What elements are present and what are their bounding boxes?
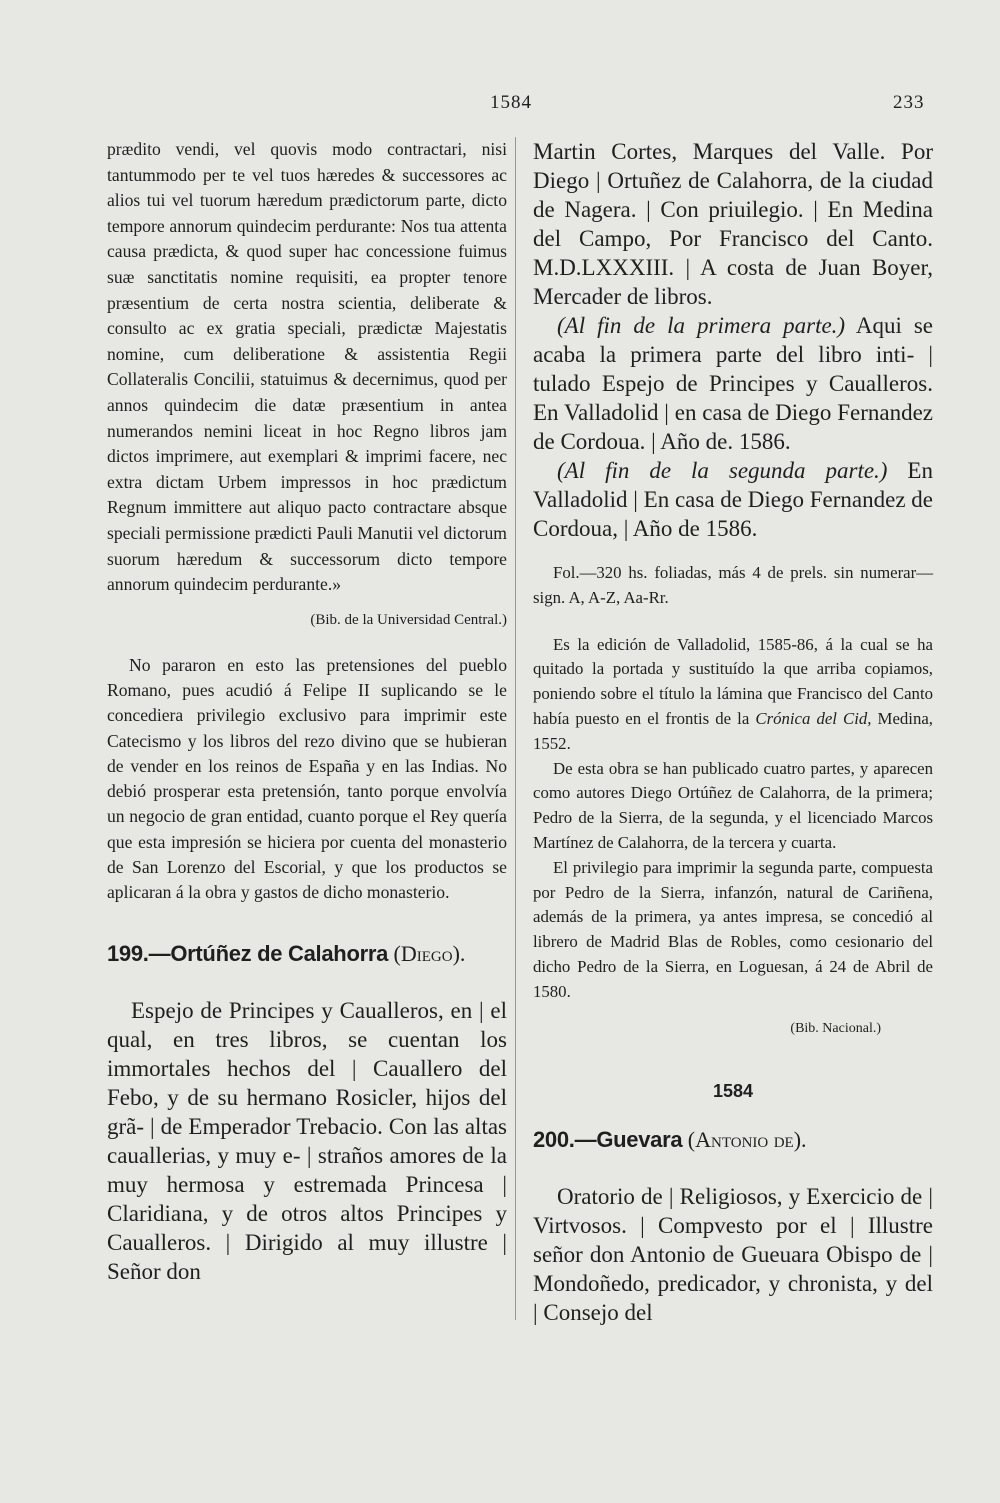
column-divider	[515, 137, 516, 1320]
note-edition	[533, 633, 933, 757]
note-edition-italic: Crónica del Cid,	[755, 708, 872, 728]
page-number: 233	[893, 92, 925, 113]
entry-199-heading	[107, 940, 507, 968]
body-paragraph: No pararon en esto las pretensiones del pueblo Romano, pues acudió á Felipe II suplicando se le concediera privilegio exclusivo para imprimir este Catecismo y los libros del rezo divino que se hubieran de vender en los reinos de España y en las Indias. No debió prosperar esta pretensión, tanto porque envolvía un negocio de gran entidad, cuanto porque el Rey quería que esta impresión se hiciera por cuenta del monasterio de San Lorenzo del Escorial, y que los productos se aplicaran á la obra y gastos de dicho monasterio.	[107, 654, 507, 903]
left-column	[107, 137, 507, 1286]
colophon-first-label: (Al fin de la primera parte.)	[557, 313, 846, 338]
entry-200-heading	[533, 1126, 933, 1154]
colophon-first-part	[533, 311, 933, 456]
entry-199-title-continued: Martin Cortes, Marques del Valle. Por Diego | Ortuñez de Calahorra, de la ciudad de Nagera. | Con priuilegio. | En Medina del Campo, Por Francisco del Canto. M.D.LXXXIII. | A costa de Juan Boyer, Mercader de libros.	[533, 139, 933, 309]
collation: Fol.—320 hs. foliadas, más 4 de prels. sin numerar—sign. A, A-Z, Aa-Rr.	[533, 563, 933, 607]
entry-199-title: Espejo de Principes y Caualleros, en | el qual, en tres libros, se cuentan los immortales hechos del | Cauallero del Febo, y de su hermano Rosicler, hijos del grã- | de Emperador Trebacio. Con las altas cauallerias, y muy e- | straños amores de la muy hermosa y estremada Princesa | Claridiana, y de otros altos Principes y Caualleros. | Dirigido al muy illustre | Señor don	[107, 997, 507, 1284]
running-header-year: 1584	[490, 92, 532, 113]
note-edition-tail: Medina, 1552.	[533, 708, 933, 753]
entry-author: Guevara	[596, 1126, 683, 1152]
entry-number: 200.—	[533, 1126, 597, 1152]
latin-privilege-text: prædito vendi, vel quovis modo contractari, nisi tantummodo per te vel tuos hæredes & successores ac alios tui vel tuorum hæredum prædictorum parte, dicto tempore annorum quindecim perdurante: Nos tua attenta causa prædicta, & quod super hac concessione fuimus suæ sanctitatis nomine requisiti, ea propter tenore præsentium de certa nostra scientia, deliberate & consulto ac ex gratia speciali, prædictæ Majestatis nomine, cum deliberatione & assistentia Regii Collateralis Concilii, statuimus & decernimus, quod per annos quindecim die datæ præsentium in antea numerandos nemini liceat in hoc Regno libros jam dictos imprimere, aut exemplari & imprimi facere, nec extra dictam Urbem impressos in hoc prædictum Regnum immittere aut aliquo pacto contractare absque speciali permissione prædicti Pauli Manutii vel dictorum suorum hæredum & successorum dicto tempore annorum quindecim perdurante.»	[107, 139, 507, 595]
entry-author: Ortúñez de Calahorra	[170, 940, 389, 966]
note-edition-text: Es la edición de Valladolid, 1585-86, á la cual se ha quitado la portada y sustituído la que arriba copiamos, poniendo sobre el título la lámina que Francisco del Canto había puesto en el frontis de la	[533, 634, 933, 728]
citation-universidad-central: (Bib. de la Universidad Central.)	[310, 611, 507, 628]
entry-200-title: Oratorio de | Religiosos, y Exercicio de | Virtvosos. | Compvesto por el | Illustre señor don Antonio de Gueuara Obispo de | Mondoñedo, predicador, y chronista, y del | Consejo del	[533, 1183, 933, 1325]
note-parts: De esta obra se han publicado cuatro partes, y aparecen como autores Diego Ortúñez de Calahorra, de la primera; Pedro de la Sierra, de la segunda, y el licenciado Marcos Martínez de Calahorra, de la tercera y cuarta.	[533, 758, 933, 852]
entry-given-name: (Diego).	[393, 940, 466, 966]
entry-number: 199.—	[107, 940, 171, 966]
colophon-second-label: (Al fin de la segunda parte.)	[557, 458, 888, 483]
citation-biblioteca-nacional: (Bib. Nacional.)	[790, 1020, 881, 1036]
entry-given-name: (Antonio de).	[687, 1126, 807, 1152]
year-heading: 1584	[712, 1080, 754, 1101]
colophon-first-text: Aqui se acaba la primera parte del libro inti- | tulado Espejo de Principes y Caualleros. En Valladolid | en casa de Diego Fernandez de Cordoua. | Año de. 1586.	[533, 313, 934, 454]
colophon-second-text: En Valladolid | En casa de Diego Fernandez de Cordoua, | Año de 1586.	[533, 458, 933, 541]
colophon-second-part	[533, 456, 933, 543]
right-column	[533, 137, 933, 1327]
note-privilege: El privilegio para imprimir la segunda parte, compuesta por Pedro de la Sierra, infanzón, natural de Cariñena, además de la primera, ya antes impresa, se concedió al librero de Madrid Blas de Robles, como cesionario del dicho Pedro de la Sierra, en Loguesan, á 24 de Abril de 1580.	[533, 857, 933, 1001]
